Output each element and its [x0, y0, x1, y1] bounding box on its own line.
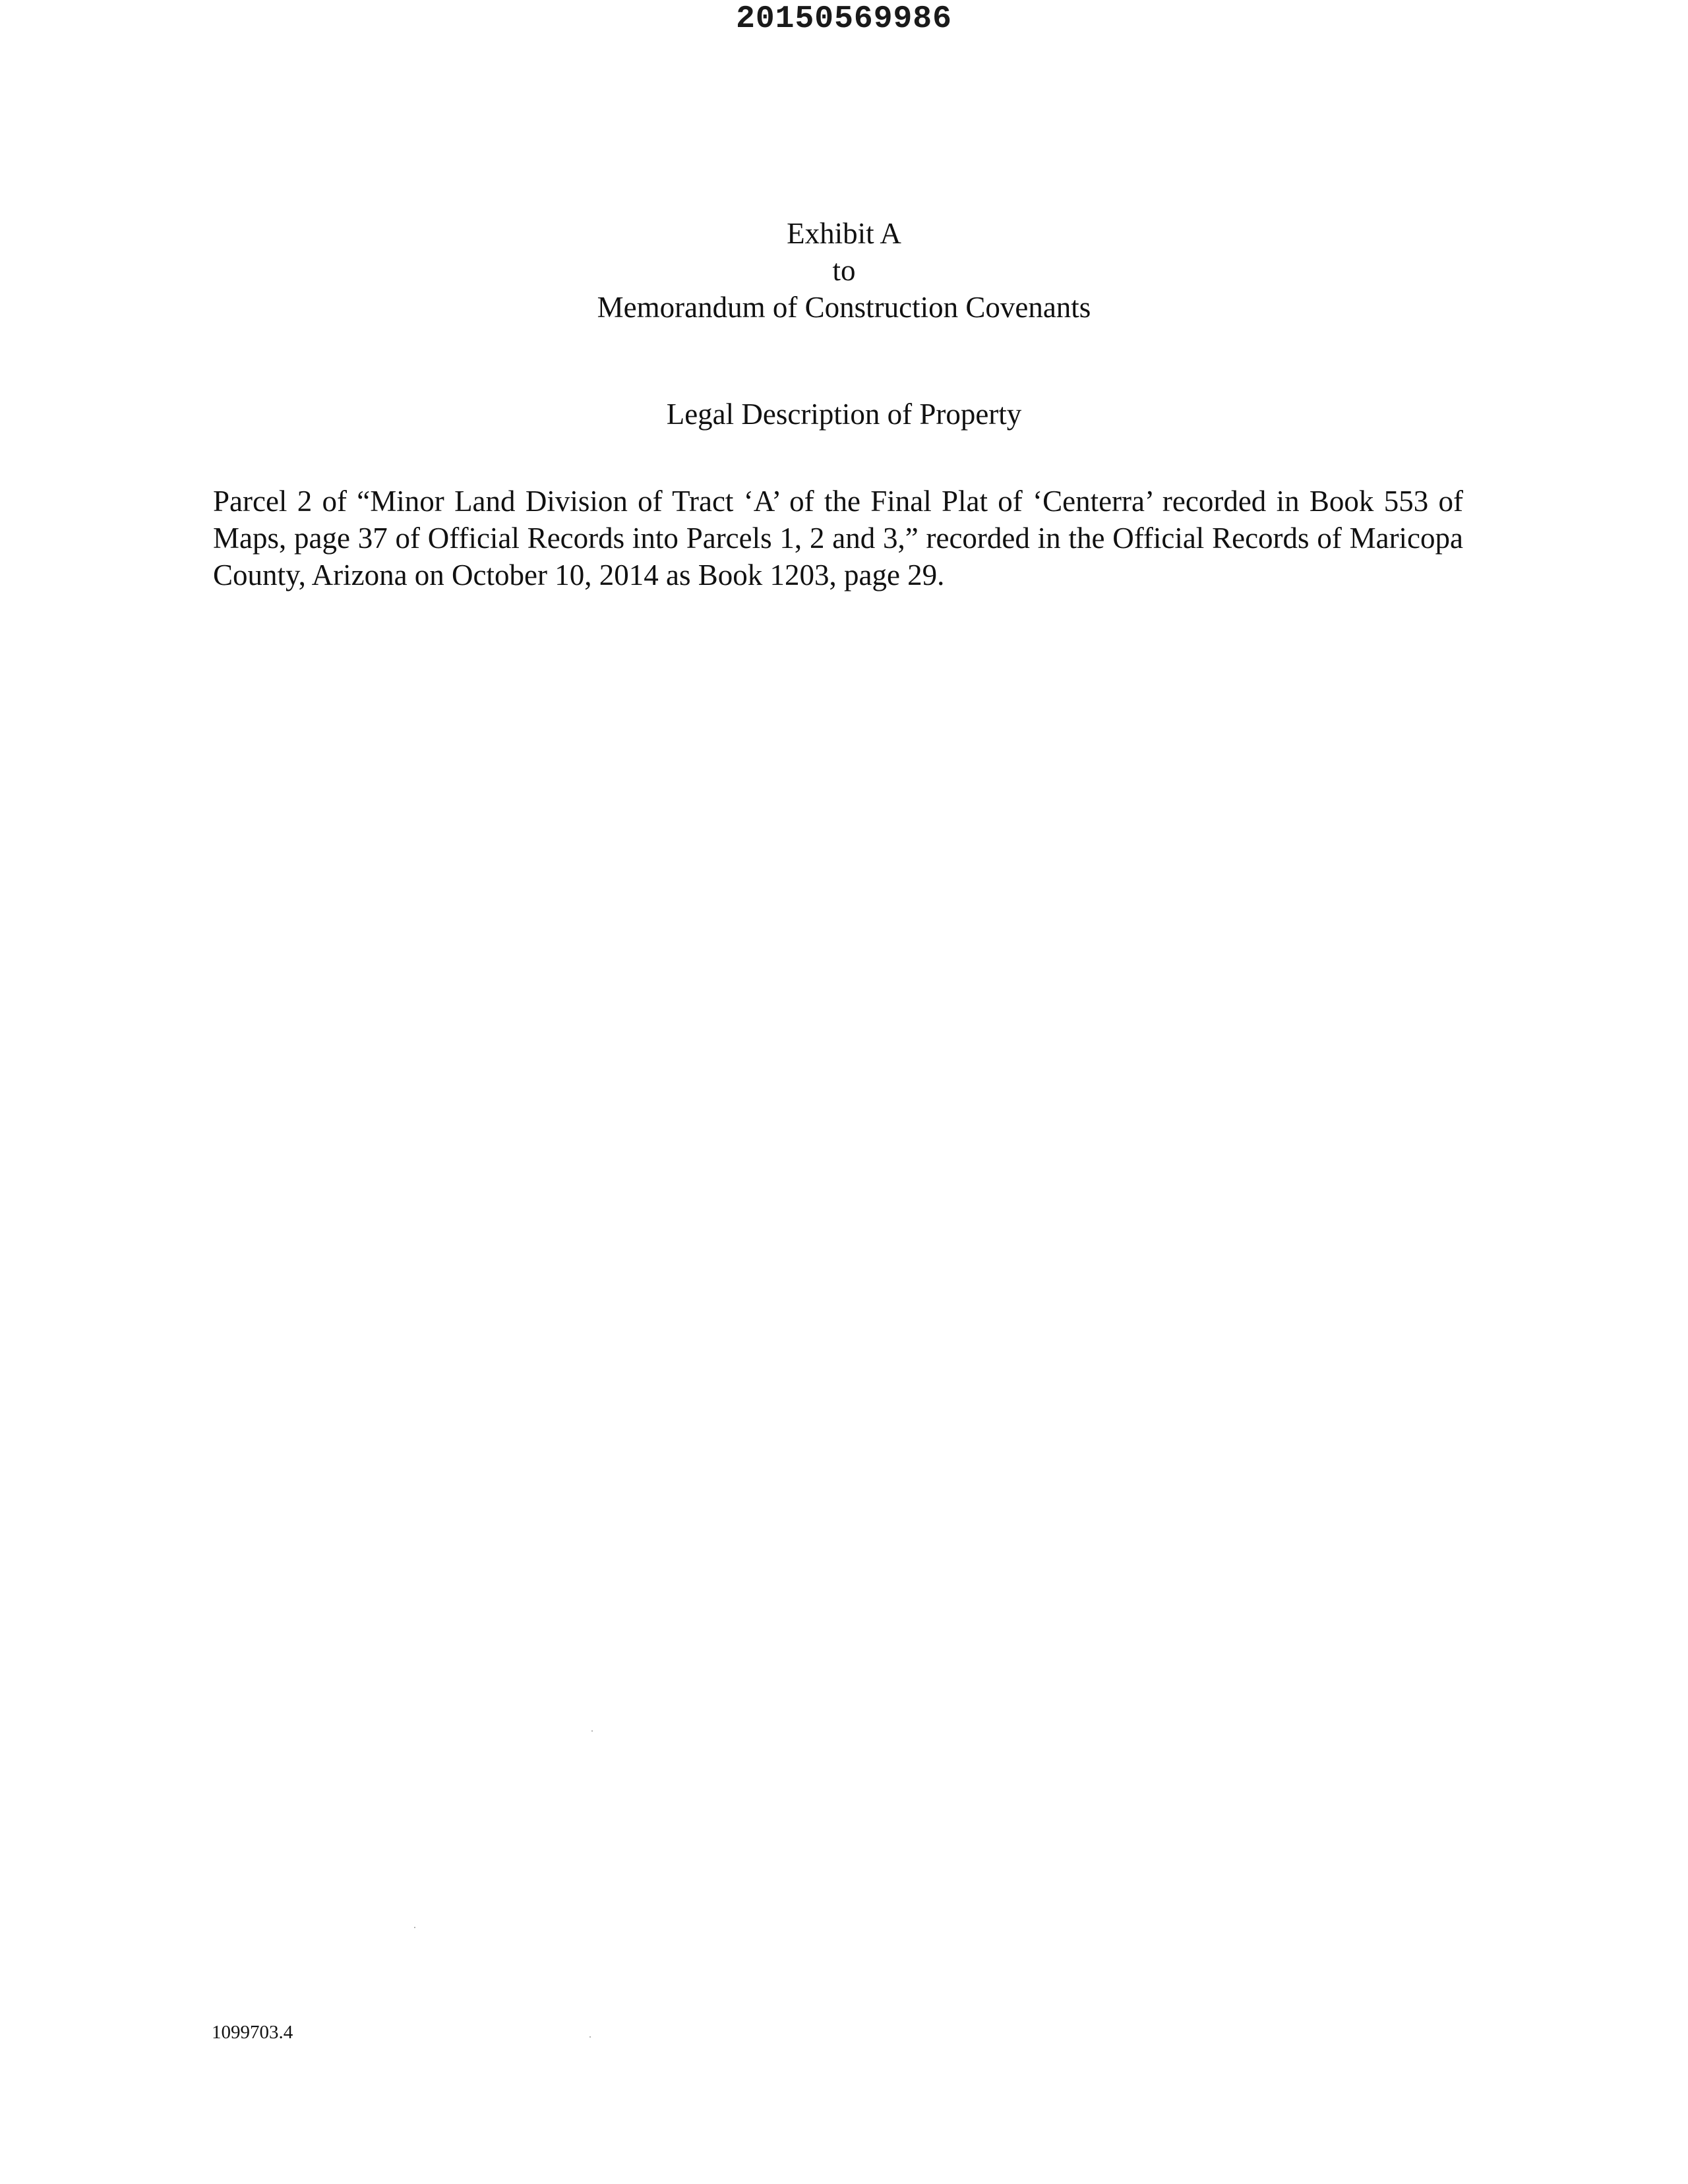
section-title: Legal Description of Property	[666, 398, 1022, 431]
scan-speck	[414, 1927, 415, 1928]
legal-description-paragraph: Parcel 2 of “Minor Land Division of Tract ‘A’ of the Final Plat of ‘Centerra’ recorded in Book 553 of Maps, page 37 of Official Records into Parcels 1, 2 and 3,” recorded in the Official Records of Maricopa County, Arizona on October 10, 2014 as Book 1203, page 29.	[213, 485, 1463, 592]
exhibit-title: Exhibit A	[787, 217, 901, 250]
scan-speck	[589, 2036, 591, 2038]
scan-speck	[591, 1730, 593, 1732]
exhibit-heading	[0, 215, 1688, 326]
recording-number: 20150569986	[736, 1, 952, 37]
document-id: 1099703.4	[212, 2022, 293, 2043]
exhibit-connector: to	[832, 254, 856, 287]
exhibit-subtitle: Memorandum of Construction Covenants	[597, 291, 1091, 324]
